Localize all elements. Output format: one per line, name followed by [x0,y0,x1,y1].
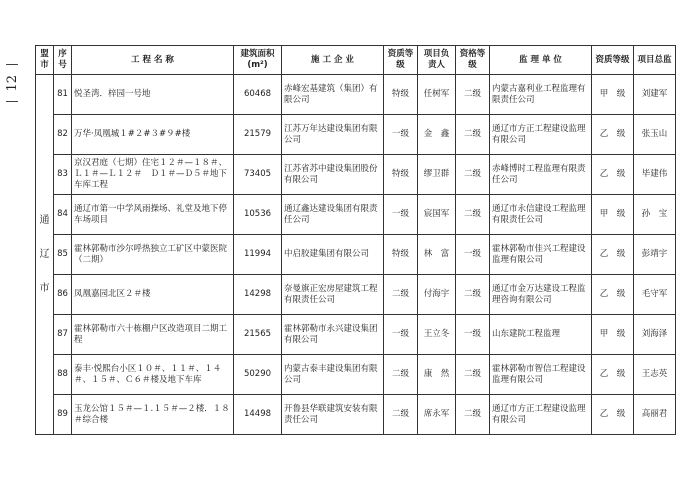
qual2-cell: 二级 [456,195,490,235]
director-cell: 彭靖宇 [634,235,676,275]
header-city: 盟市 [36,46,54,75]
table-row [36,235,676,275]
qual3-cell: 甲 级 [592,315,634,355]
area-cell: 21565 [234,315,282,355]
qual3-cell: 乙 级 [592,115,634,155]
qual2-cell: 二级 [456,75,490,115]
director-cell: 高丽君 [634,395,676,435]
qual1-cell: 二级 [384,395,418,435]
company-cell: 通辽鑫达建设集团有限责任公司 [282,195,384,235]
area-cell: 10536 [234,195,282,235]
seq-cell: 82 [54,115,72,155]
city-char: 辽 [39,248,50,260]
qual3-cell: 乙 级 [592,235,634,275]
city-cell [36,75,54,435]
qual2-cell: 一级 [456,315,490,355]
qual1-cell: 特级 [384,155,418,195]
director-cell: 王志英 [634,355,676,395]
manager-cell: 王立冬 [418,315,456,355]
director-cell: 张玉山 [634,115,676,155]
supervisor-cell: 赤峰博时工程监理有限责任公司 [490,155,592,195]
header-supervisor: 监 理 单 位 [490,46,592,75]
qual3-cell: 甲 级 [592,75,634,115]
company-cell: 江苏省苏中建设集团股份有限公司 [282,155,384,195]
seq-cell: 83 [54,155,72,195]
qual1-cell: 特级 [384,235,418,275]
director-cell: 刘海泽 [634,315,676,355]
area-cell: 14298 [234,275,282,315]
table-row [36,275,676,315]
director-cell: 刘建军 [634,75,676,115]
project-cell: 悦圣湾．梓园一号地 [72,75,234,115]
qual3-cell: 乙 级 [592,355,634,395]
company-cell: 内蒙古泰丰建设集团有限公司 [282,355,384,395]
supervisor-cell: 山东建院工程监理 [490,315,592,355]
header-seq: 序号 [54,46,72,75]
area-cell: 73405 [234,155,282,195]
qual2-cell: 二级 [456,395,490,435]
company-cell: 赤峰宏基建筑（集团）有限公司 [282,75,384,115]
company-cell: 中启胶建集团有限公司 [282,235,384,275]
table-row [36,75,676,115]
company-cell: 霍林郭勒市永兴建设集团有限公司 [282,315,384,355]
header-qual1: 资质等级 [384,46,418,75]
header-qual3: 资质等级 [592,46,634,75]
qual3-cell: 乙 级 [592,395,634,435]
manager-cell: 付海宇 [418,275,456,315]
header-row [36,46,676,75]
project-cell: 霍林郭勒市六十栋棚户区改造项目二期工程 [72,315,234,355]
manager-cell: 席永军 [418,395,456,435]
manager-cell: 缪卫群 [418,155,456,195]
supervisor-cell: 通辽市永信建设工程监理有限责任公司 [490,195,592,235]
page-number-value: 12 [4,75,20,92]
company-cell: 江苏万年达建设集团有限公司 [282,115,384,155]
qual2-cell: 二级 [456,355,490,395]
project-cell: 泰丰·悦熙台小区１０＃、１１＃、１４＃、１５＃、Ｃ６＃楼及地下车库 [72,355,234,395]
manager-cell: 金 鑫 [418,115,456,155]
city-char: 市 [39,282,50,294]
project-cell: 万华·凤凰城１#２#３#９#楼 [72,115,234,155]
qual1-cell: 一级 [384,115,418,155]
header-qual2: 资格等级 [456,46,490,75]
supervisor-cell: 通辽市方正工程建设监理有限公司 [490,395,592,435]
header-manager: 项目负责人 [418,46,456,75]
seq-cell: 84 [54,195,72,235]
manager-cell: 林 富 [418,235,456,275]
qual3-cell: 乙 级 [592,155,634,195]
company-cell: 奈曼旗正宏房屋建筑工程有限责任公司 [282,275,384,315]
table-row [36,355,676,395]
project-cell: 霍林郭勒市沙尔呼热独立工矿区中蒙医院（二期） [72,235,234,275]
qual2-cell: 一级 [456,235,490,275]
qual1-cell: 一级 [384,315,418,355]
project-table [35,45,676,435]
seq-cell: 85 [54,235,72,275]
seq-cell: 88 [54,355,72,395]
header-project: 工 程 名 称 [72,46,234,75]
table-row [36,315,676,355]
project-cell: 通辽市第一中学风雨操场、礼堂及地下停车场项目 [72,195,234,235]
table-row [36,155,676,195]
seq-cell: 87 [54,315,72,355]
project-cell: 凤凰嘉园北区２＃楼 [72,275,234,315]
supervisor-cell: 霍林郭勒市佳兴工程建设监理有限公司 [490,235,592,275]
company-cell: 开鲁县华联建筑安装有限责任公司 [282,395,384,435]
project-cell: 京汉君庭（七期）住宅１２＃—１８＃、Ｌ１＃—Ｌ１２＃ Ｄ１＃—Ｄ５＃地下车库工程 [72,155,234,195]
supervisor-cell: 通辽市金万达建设工程监理咨询有限公司 [490,275,592,315]
seq-cell: 89 [54,395,72,435]
qual1-cell: 一级 [384,195,418,235]
supervisor-cell: 霍林郭勒市智信工程建设监理有限公司 [490,355,592,395]
area-cell: 50290 [234,355,282,395]
table-row [36,195,676,235]
area-cell: 11994 [234,235,282,275]
seq-cell: 81 [54,75,72,115]
header-area: 建筑面积(m²) [234,46,282,75]
manager-cell: 康 然 [418,355,456,395]
area-cell: 60468 [234,75,282,115]
table-row [36,395,676,435]
header-director: 项目总监 [634,46,676,75]
qual2-cell: 二级 [456,115,490,155]
qual2-cell: 二级 [456,155,490,195]
director-cell: 孙 宝 [634,195,676,235]
director-cell: 毕建伟 [634,155,676,195]
table-row [36,115,676,155]
qual3-cell: 乙 级 [592,275,634,315]
director-cell: 毛守军 [634,275,676,315]
manager-cell: 任树军 [418,75,456,115]
area-cell: 21579 [234,115,282,155]
supervisor-cell: 通辽市方正工程建设监理有限公司 [490,115,592,155]
area-cell: 14498 [234,395,282,435]
qual1-cell: 二级 [384,355,418,395]
qual1-cell: 特级 [384,75,418,115]
manager-cell: 宸国军 [418,195,456,235]
qual3-cell: 甲 级 [592,195,634,235]
seq-cell: 86 [54,275,72,315]
qual2-cell: 二级 [456,275,490,315]
qual1-cell: 二级 [384,275,418,315]
header-company: 施 工 企 业 [282,46,384,75]
project-cell: 玉龙公馆１５＃—１.１５＃—２楼．１８＃综合楼 [72,395,234,435]
city-char: 通 [39,214,50,226]
supervisor-cell: 内蒙古嘉利业工程监理有限责任公司 [490,75,592,115]
page-number: — 12 — [4,57,20,109]
